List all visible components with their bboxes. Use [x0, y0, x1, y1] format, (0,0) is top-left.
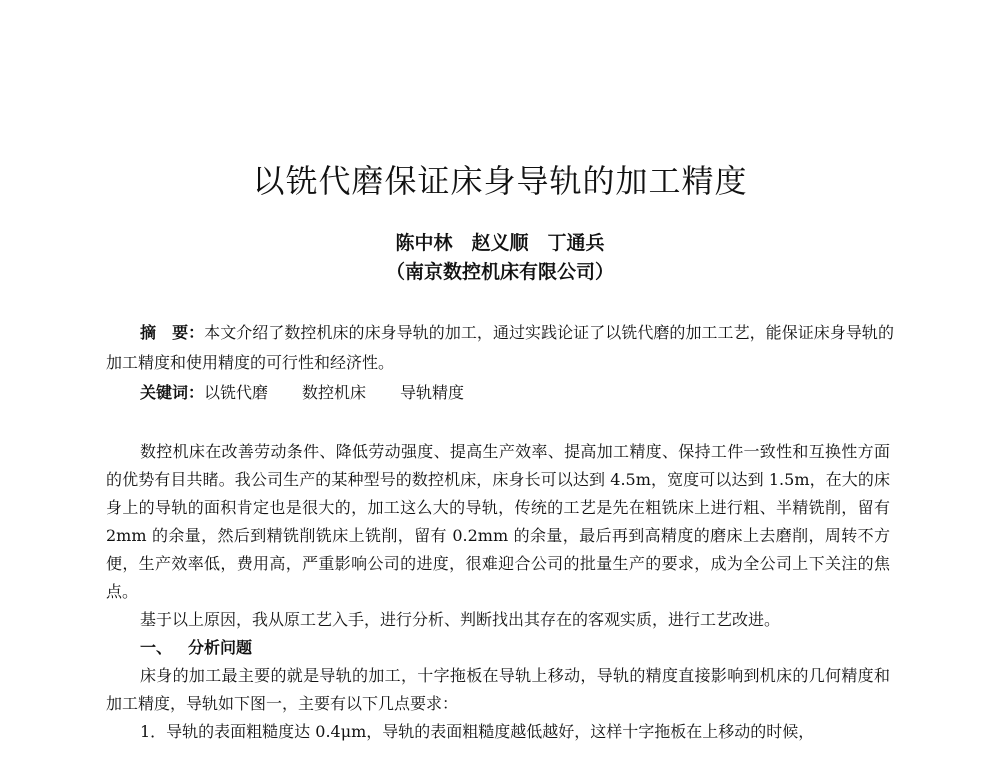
paragraph-2: 基于以上原因，我从原工艺入手，进行分析、判断找出其存在的客观实质，进行工艺改进。 [140, 610, 781, 629]
body-text [106, 438, 890, 746]
paragraph-3: 床身的加工最主要的就是导轨的加工，十字拖板在导轨上移动，导轨的精度直接影响到机床的几何精度和加工精度，导轨如下图一，主要有以下几点要求： [106, 666, 890, 713]
section-heading-1 [106, 634, 890, 662]
keyword-3: 导轨精度 [400, 383, 465, 402]
abstract-label: 摘 要： [140, 323, 205, 342]
abstract-text: 本文介绍了数控机床的床身导轨的加工，通过实践论证了以铣代磨的加工工艺，能保证床身导轨的加工精度和使用精度的可行性和经济性。 [106, 323, 894, 372]
keywords [140, 378, 498, 408]
abstract [106, 318, 894, 378]
author-list: 陈中林 赵义顺 丁通兵 [395, 232, 605, 254]
section-title: 分析问题 [188, 638, 253, 657]
paragraph-4: 1．导轨的表面粗糙度达 0.4μm，导轨的表面粗糙度越低越好，这样十字拖板在上移动的时候， [140, 722, 815, 741]
keywords-label: 关键词： [140, 383, 205, 402]
keyword-2: 数控机床 [302, 383, 367, 402]
section-number: 一、 [140, 638, 173, 657]
keyword-1: 以铣代磨 [204, 383, 269, 402]
affiliation: （南京数控机床有限公司） [385, 261, 614, 283]
paper-title: 以铣代磨保证床身导轨的加工精度 [252, 162, 748, 200]
paragraph-1: 数控机床在改善劳动条件、降低劳动强度、提高生产效率、提高加工精度、保持工件一致性和互换性方面的优势有目共睹。我公司生产的某种型号的数控机床，床身长可以达到 4.5m，宽度可以达到 1.5m，在大的床身上的导轨的面积肯定也是很大的，加工这么大的导轨，传统的工艺是先在粗铣床上进行粗、半精铣削，留有 2mm 的余量，然后到精铣削铣床上铣削，留有 0.2mm 的余量，最后再到高精度的磨床上去磨削，周转不方便，生产效率低，费用高，严重影响公司的进度，很难迎合公司的批量生产的要求，成为全公司上下关注的焦点。 [106, 442, 890, 601]
